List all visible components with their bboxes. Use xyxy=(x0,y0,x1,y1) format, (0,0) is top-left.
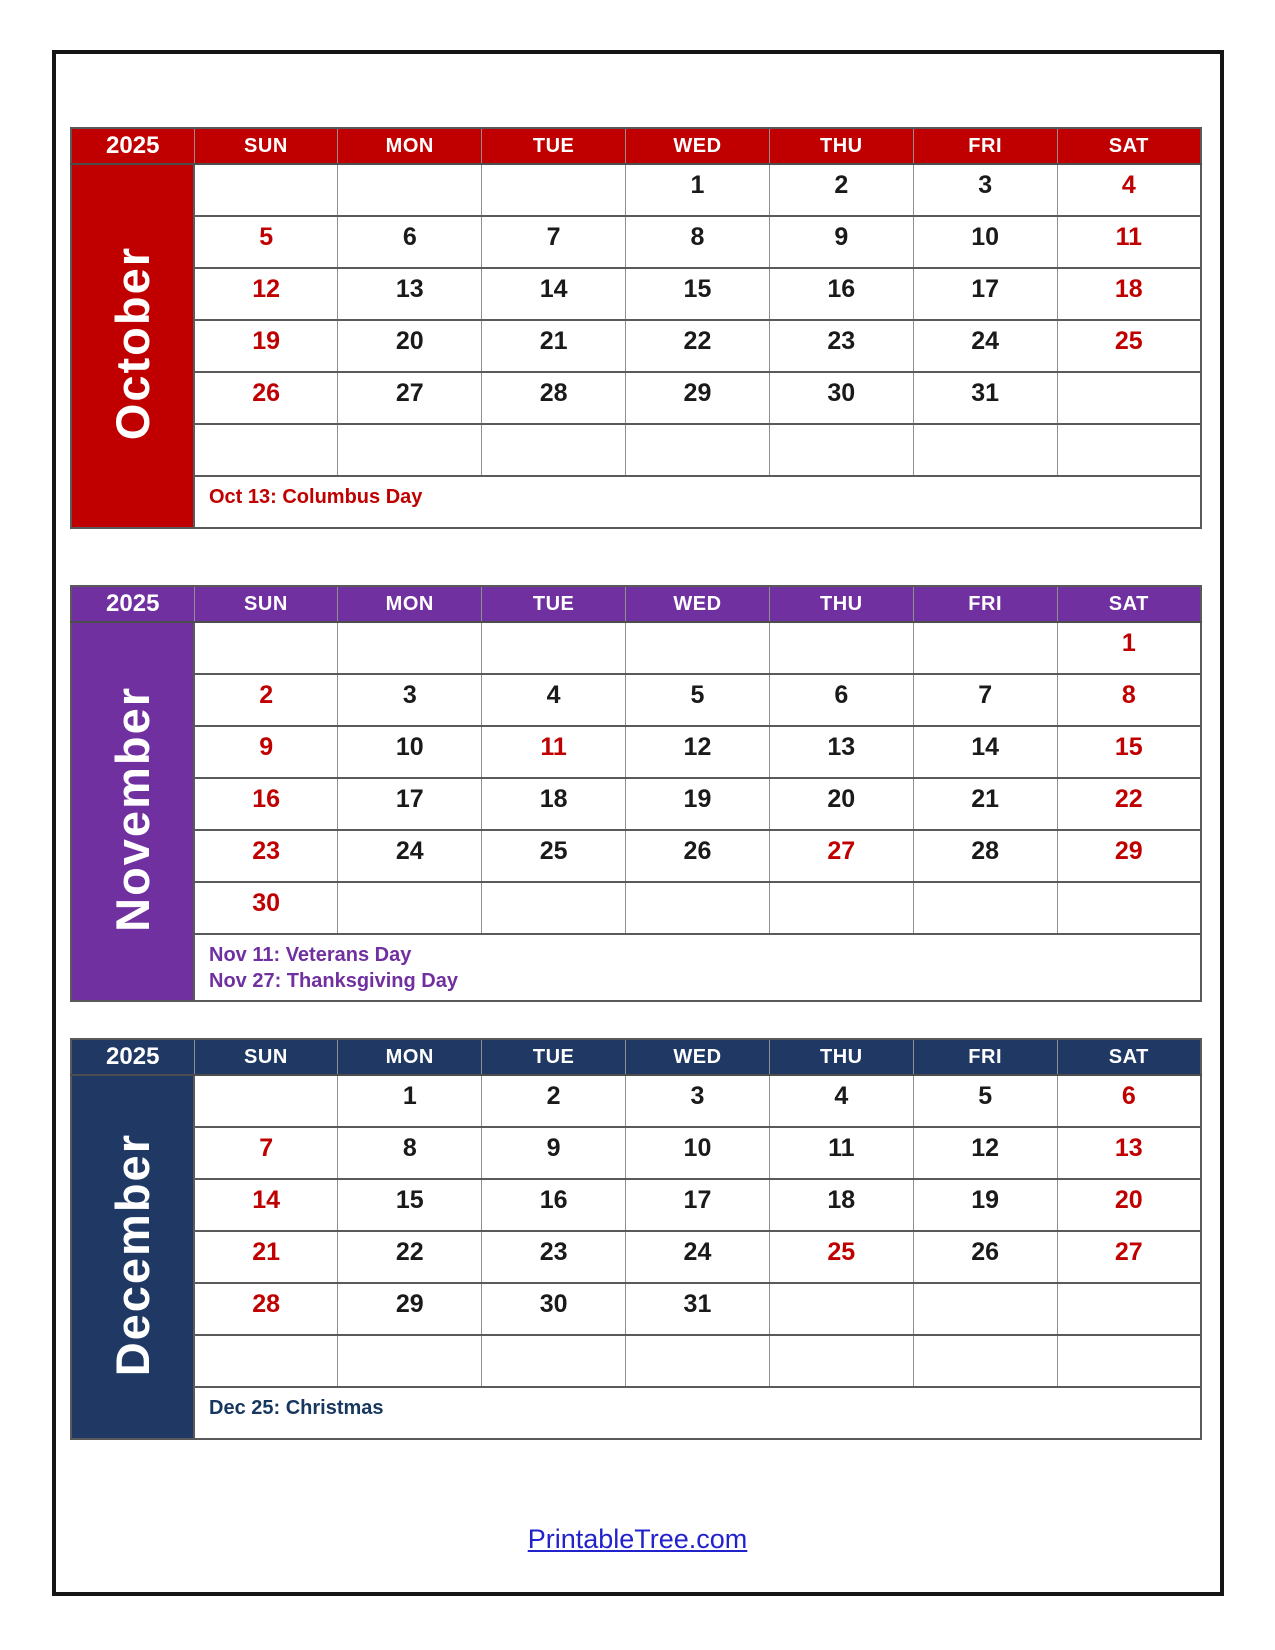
date-cell: 1 xyxy=(626,164,770,216)
date-cell: 18 xyxy=(482,778,626,830)
date-cell: 19 xyxy=(626,778,770,830)
date-cell: 16 xyxy=(482,1179,626,1231)
date-cell: 12 xyxy=(194,268,338,320)
date-cell xyxy=(913,622,1057,674)
date-cell xyxy=(338,622,482,674)
year-label: 2025 xyxy=(71,128,194,164)
date-cell: 12 xyxy=(626,726,770,778)
date-cell: 19 xyxy=(194,320,338,372)
month-block-december xyxy=(70,1038,1202,1440)
date-cell: 26 xyxy=(194,372,338,424)
day-header-thu: THU xyxy=(769,586,913,622)
date-cell xyxy=(194,1335,338,1387)
date-cell: 28 xyxy=(913,830,1057,882)
day-header-fri: FRI xyxy=(913,1039,1057,1075)
date-cell: 25 xyxy=(769,1231,913,1283)
date-cell: 8 xyxy=(626,216,770,268)
date-cell: 31 xyxy=(626,1283,770,1335)
day-header-tue: TUE xyxy=(482,128,626,164)
date-cell: 4 xyxy=(769,1075,913,1127)
date-cell: 27 xyxy=(338,372,482,424)
date-cell: 15 xyxy=(1057,726,1201,778)
date-cell: 5 xyxy=(913,1075,1057,1127)
date-cell xyxy=(482,882,626,934)
date-cell: 6 xyxy=(338,216,482,268)
date-cell xyxy=(626,1335,770,1387)
date-cell: 13 xyxy=(1057,1127,1201,1179)
date-cell: 21 xyxy=(913,778,1057,830)
date-cell xyxy=(1057,1283,1201,1335)
month-table-october xyxy=(70,127,1202,529)
date-cell: 11 xyxy=(769,1127,913,1179)
date-cell: 3 xyxy=(338,674,482,726)
date-cell: 18 xyxy=(769,1179,913,1231)
date-cell: 15 xyxy=(626,268,770,320)
day-header-wed: WED xyxy=(626,1039,770,1075)
day-header-tue: TUE xyxy=(482,586,626,622)
date-cell: 7 xyxy=(194,1127,338,1179)
date-cell xyxy=(1057,1335,1201,1387)
date-cell: 17 xyxy=(913,268,1057,320)
date-cell xyxy=(913,882,1057,934)
date-cell xyxy=(769,1283,913,1335)
date-cell: 22 xyxy=(626,320,770,372)
date-cell: 25 xyxy=(482,830,626,882)
day-header-sun: SUN xyxy=(194,586,338,622)
day-header-sun: SUN xyxy=(194,128,338,164)
date-cell xyxy=(769,882,913,934)
date-cell: 16 xyxy=(769,268,913,320)
date-cell: 20 xyxy=(1057,1179,1201,1231)
day-header-tue: TUE xyxy=(482,1039,626,1075)
date-cell: 27 xyxy=(769,830,913,882)
date-cell: 6 xyxy=(1057,1075,1201,1127)
month-table-november xyxy=(70,585,1202,1002)
date-cell: 22 xyxy=(338,1231,482,1283)
day-header-thu: THU xyxy=(769,1039,913,1075)
date-cell xyxy=(626,424,770,476)
date-cell xyxy=(1057,882,1201,934)
holiday-notes xyxy=(194,1387,1201,1439)
date-cell: 11 xyxy=(1057,216,1201,268)
date-cell: 17 xyxy=(626,1179,770,1231)
date-cell xyxy=(194,1075,338,1127)
date-cell: 30 xyxy=(769,372,913,424)
date-cell: 24 xyxy=(626,1231,770,1283)
date-cell: 29 xyxy=(1057,830,1201,882)
date-cell: 24 xyxy=(338,830,482,882)
date-cell: 6 xyxy=(769,674,913,726)
day-header-fri: FRI xyxy=(913,128,1057,164)
holiday-notes xyxy=(194,476,1201,528)
date-cell: 31 xyxy=(913,372,1057,424)
holiday-note: Nov 11: Veterans Day xyxy=(209,944,412,966)
date-cell: 17 xyxy=(338,778,482,830)
date-cell xyxy=(338,424,482,476)
month-name-text: October xyxy=(106,246,159,441)
date-cell: 13 xyxy=(769,726,913,778)
date-cell: 10 xyxy=(913,216,1057,268)
date-cell xyxy=(194,424,338,476)
day-header-mon: MON xyxy=(338,1039,482,1075)
date-cell xyxy=(482,164,626,216)
day-header-sun: SUN xyxy=(194,1039,338,1075)
date-cell: 14 xyxy=(194,1179,338,1231)
day-header-thu: THU xyxy=(769,128,913,164)
date-cell xyxy=(769,1335,913,1387)
date-cell: 25 xyxy=(1057,320,1201,372)
date-cell xyxy=(769,622,913,674)
date-cell xyxy=(482,1335,626,1387)
date-cell xyxy=(194,622,338,674)
date-cell: 4 xyxy=(482,674,626,726)
day-header-mon: MON xyxy=(338,128,482,164)
date-cell: 16 xyxy=(194,778,338,830)
month-block-october xyxy=(70,127,1202,529)
holiday-note: Oct 13: Columbus Day xyxy=(209,486,423,508)
date-cell: 22 xyxy=(1057,778,1201,830)
date-cell xyxy=(194,164,338,216)
year-label: 2025 xyxy=(71,1039,194,1075)
date-cell: 2 xyxy=(194,674,338,726)
date-cell xyxy=(626,882,770,934)
holiday-note: Dec 25: Christmas xyxy=(209,1397,384,1419)
date-cell xyxy=(913,1283,1057,1335)
date-cell: 10 xyxy=(338,726,482,778)
date-cell: 3 xyxy=(913,164,1057,216)
date-cell: 3 xyxy=(626,1075,770,1127)
month-name-text: December xyxy=(106,1132,159,1377)
date-cell: 20 xyxy=(769,778,913,830)
month-block-november xyxy=(70,585,1202,1002)
date-cell xyxy=(338,1335,482,1387)
date-cell: 14 xyxy=(913,726,1057,778)
date-cell: 7 xyxy=(482,216,626,268)
date-cell: 29 xyxy=(338,1283,482,1335)
date-cell xyxy=(338,164,482,216)
date-cell: 26 xyxy=(913,1231,1057,1283)
date-cell: 14 xyxy=(482,268,626,320)
date-cell: 1 xyxy=(1057,622,1201,674)
date-cell xyxy=(1057,372,1201,424)
date-cell: 13 xyxy=(338,268,482,320)
holiday-notes xyxy=(194,934,1201,1001)
date-cell: 9 xyxy=(769,216,913,268)
day-header-fri: FRI xyxy=(913,586,1057,622)
date-cell: 23 xyxy=(194,830,338,882)
date-cell: 28 xyxy=(194,1283,338,1335)
month-name-text: November xyxy=(106,686,159,932)
day-header-sat: SAT xyxy=(1057,128,1201,164)
date-cell: 2 xyxy=(769,164,913,216)
day-header-mon: MON xyxy=(338,586,482,622)
date-cell: 1 xyxy=(338,1075,482,1127)
date-cell xyxy=(913,1335,1057,1387)
date-cell: 8 xyxy=(338,1127,482,1179)
date-cell: 23 xyxy=(482,1231,626,1283)
date-cell: 11 xyxy=(482,726,626,778)
date-cell: 30 xyxy=(194,882,338,934)
date-cell xyxy=(769,424,913,476)
date-cell xyxy=(626,622,770,674)
date-cell xyxy=(338,882,482,934)
date-cell xyxy=(1057,424,1201,476)
date-cell xyxy=(482,424,626,476)
date-cell: 4 xyxy=(1057,164,1201,216)
date-cell: 10 xyxy=(626,1127,770,1179)
date-cell: 15 xyxy=(338,1179,482,1231)
date-cell: 9 xyxy=(482,1127,626,1179)
date-cell: 28 xyxy=(482,372,626,424)
date-cell: 30 xyxy=(482,1283,626,1335)
date-cell: 24 xyxy=(913,320,1057,372)
page-footer xyxy=(0,1524,1275,1555)
date-cell xyxy=(482,622,626,674)
date-cell: 20 xyxy=(338,320,482,372)
date-cell: 21 xyxy=(194,1231,338,1283)
date-cell: 5 xyxy=(626,674,770,726)
date-cell: 7 xyxy=(913,674,1057,726)
date-cell: 19 xyxy=(913,1179,1057,1231)
day-header-sat: SAT xyxy=(1057,1039,1201,1075)
date-cell xyxy=(913,424,1057,476)
year-label: 2025 xyxy=(71,586,194,622)
month-name-label xyxy=(71,1075,194,1439)
date-cell: 5 xyxy=(194,216,338,268)
date-cell: 21 xyxy=(482,320,626,372)
date-cell: 18 xyxy=(1057,268,1201,320)
month-name-label xyxy=(71,622,194,1001)
day-header-wed: WED xyxy=(626,586,770,622)
date-cell: 27 xyxy=(1057,1231,1201,1283)
date-cell: 23 xyxy=(769,320,913,372)
day-header-sat: SAT xyxy=(1057,586,1201,622)
date-cell: 9 xyxy=(194,726,338,778)
date-cell: 29 xyxy=(626,372,770,424)
date-cell: 26 xyxy=(626,830,770,882)
date-cell: 8 xyxy=(1057,674,1201,726)
date-cell: 12 xyxy=(913,1127,1057,1179)
date-cell: 2 xyxy=(482,1075,626,1127)
month-table-december xyxy=(70,1038,1202,1440)
holiday-note: Nov 27: Thanksgiving Day xyxy=(209,970,458,992)
footer-link[interactable]: PrintableTree.com xyxy=(527,1524,748,1554)
month-name-label xyxy=(71,164,194,528)
day-header-wed: WED xyxy=(626,128,770,164)
